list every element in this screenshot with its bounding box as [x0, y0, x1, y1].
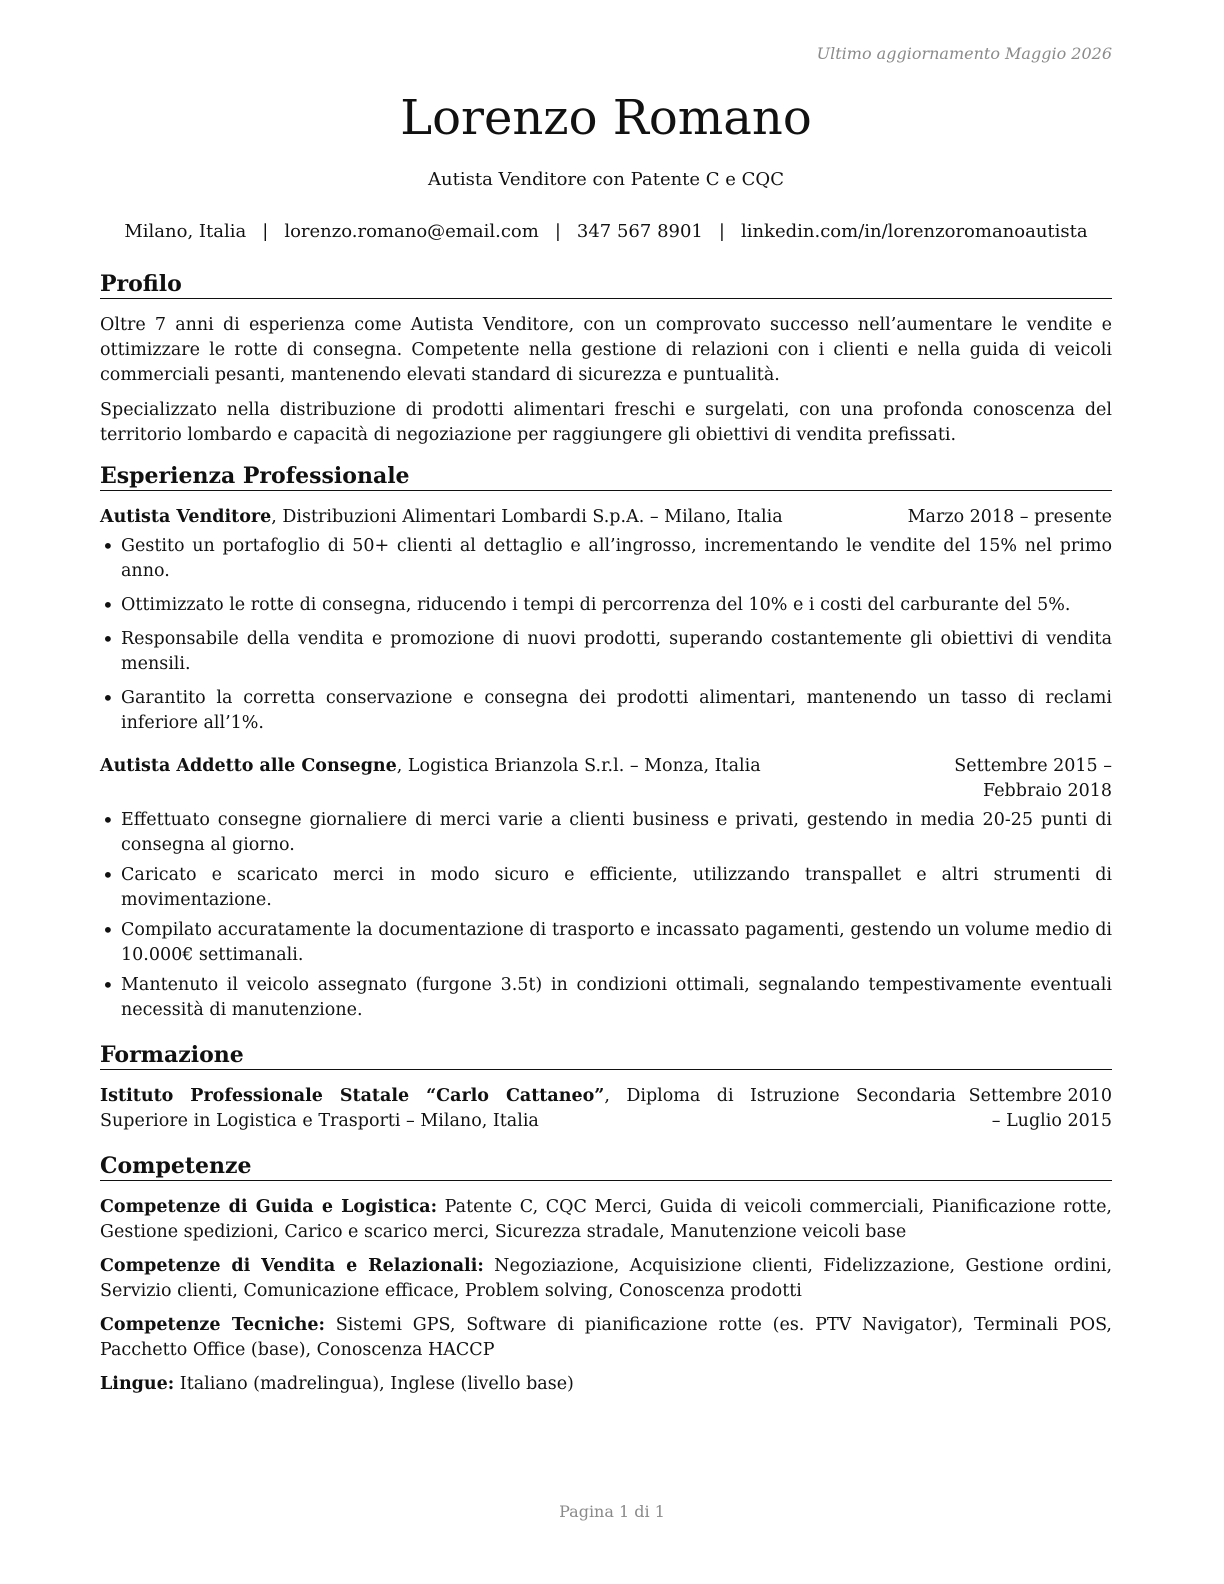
skill-line — [100, 1195, 1112, 1245]
job-header — [100, 505, 1112, 530]
section-title-education: Formazione — [100, 1041, 1112, 1070]
job-dates: Settembre 2015 – Febbraio 2018 — [954, 756, 1112, 801]
skill-value: Negoziazione, Acquisizione clienti, Fidelizzazione, Gestione ordini, Servizio clienti, Comunicazione efficace, Problem solving, Conoscenza prodotti — [100, 1256, 1113, 1301]
skill-label: Competenze Tecniche: — [100, 1315, 325, 1335]
job-role: Autista Addetto alle Consegne — [100, 756, 397, 776]
contact-separator: | — [718, 221, 725, 242]
contact-location: Milano, Italia — [124, 221, 247, 242]
experience-section — [100, 462, 1112, 1023]
skill-value: Patente C, CQC Merci, Guida di veicoli commerciali, Pianificazione rotte, Gestione spedizioni, Carico e scarico merci, Sicurezza stradale, Manutenzione veicoli base — [100, 1197, 1112, 1242]
contact-phone: 347 567 8901 — [576, 221, 703, 242]
job-bullet: • Ottimizzato le rotte di consegna, riducendo i tempi di percorrenza del 10% e i costi del carburante del 5%. — [100, 593, 1112, 618]
resume-body — [100, 270, 1112, 1411]
skill-label: Competenze di Guida e Logistica: — [100, 1197, 438, 1217]
job-bullet: • Gestito un portafoglio di 50+ clienti al dettaglio e all’ingrosso, incrementando le vendite del 15% nel primo anno. — [100, 534, 1112, 584]
job-bullet: • Mantenuto il veicolo assegnato (furgone 3.5t) in condizioni ottimali, segnalando tempestivamente eventuali necessità di manutenzione. — [100, 973, 1112, 1023]
job-dates: Marzo 2018 – presente — [907, 507, 1112, 527]
profile-paragraph: Oltre 7 anni di esperienza come Autista Venditore, con un comprovato successo nell’aumentare le vendite e ottimizzare le rotte di consegna. Competente nella gestione di relazioni con i clienti e nella guida di veicoli commerciali pesanti, mantenendo elevati standard di sicurezza e puntualità. — [100, 315, 1112, 385]
profile-paragraph: Specializzato nella distribuzione di prodotti alimentari freschi e surgelati, con una profonda conoscenza del territorio lombardo e capacità di negoziazione per raggiungere gli obiettivi di vendita prefissati. — [100, 400, 1112, 445]
job-bullet: • Responsabile della vendita e promozione di nuovi prodotti, superando costantemente gli obiettivi di vendita mensili. — [100, 627, 1112, 677]
education-school: Istituto Professionale Statale “Carlo Cattaneo” — [100, 1086, 605, 1106]
section-title-experience: Esperienza Professionale — [100, 462, 1112, 491]
skill-value: Sistemi GPS, Software di pianificazione rotte (es. PTV Navigator), Terminali POS, Pacchetto Office (base), Conoscenza HACCP — [100, 1315, 1112, 1360]
contact-line — [100, 220, 1112, 244]
contact-email[interactable]: lorenzo.romano@email.com — [284, 221, 539, 242]
section-title-profile: Profilo — [100, 270, 1112, 299]
skills-section — [100, 1152, 1112, 1397]
job-bullets — [100, 534, 1112, 736]
contact-linkedin[interactable]: linkedin.com/in/lorenzoromanoautista — [740, 221, 1088, 242]
skill-line — [100, 1254, 1112, 1304]
contact-separator: | — [262, 221, 269, 242]
education-section — [100, 1041, 1112, 1134]
job-bullet: • Garantito la corretta conservazione e consegna dei prodotti alimentari, mantenendo un tasso di reclami inferiore all’1%. — [100, 686, 1112, 736]
job-role: Autista Venditore — [100, 507, 272, 527]
skill-line — [100, 1372, 1112, 1397]
skill-line — [100, 1313, 1112, 1363]
job-company: , Distribuzioni Alimentari Lombardi S.p.A. – Milano, Italia — [271, 507, 783, 527]
job-bullets — [100, 808, 1112, 1023]
job-company: , Logistica Brianzola S.r.l. – Monza, Italia — [396, 756, 761, 776]
section-title-skills: Competenze — [100, 1152, 1112, 1181]
job-bullet: • Caricato e scaricato merci in modo sicuro e efficiente, utilizzando transpallet e altri strumenti di movimentazione. — [100, 863, 1112, 913]
skill-label: Competenze di Vendita e Relazionali: — [100, 1256, 484, 1276]
education-entry — [100, 1084, 1112, 1134]
page-number: Pagina 1 di 1 — [559, 1502, 665, 1521]
job-header — [100, 754, 1112, 804]
last-updated: Ultimo aggiornamento Maggio 2026 — [816, 44, 1112, 63]
headline: Autista Venditore con Patente C e CQC — [428, 169, 784, 190]
job-bullet: • Effettuato consegne giornaliere di merci varie a clienti business e privati, gestendo in media 20-25 punti di consegna al giorno. — [100, 808, 1112, 858]
skill-value: Italiano (madrelingua), Inglese (livello base) — [174, 1374, 574, 1394]
job-bullet: • Compilato accuratamente la documentazione di trasporto e incassato pagamenti, gestendo un volume medio di 10.000€ settimanali. — [100, 918, 1112, 968]
education-dates: Settembre 2010 – Luglio 2015 — [968, 1086, 1112, 1131]
skill-label: Lingue: — [100, 1374, 175, 1394]
profile-section — [100, 270, 1112, 448]
contact-separator: | — [554, 221, 561, 242]
education-degree: , Diploma di Istruzione Secondaria Superiore in Logistica e Trasporti – Milano, Italia — [100, 1086, 956, 1131]
candidate-name: Lorenzo Romano — [400, 90, 812, 146]
resume-page — [100, 0, 1112, 1584]
